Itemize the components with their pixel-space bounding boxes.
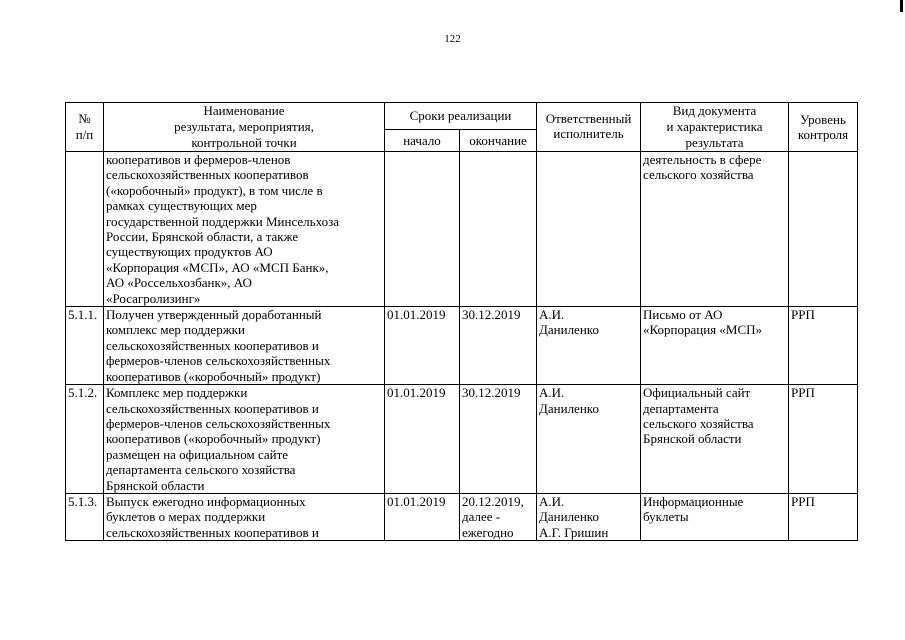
page-number: 122: [444, 33, 461, 45]
row-number: 5.1.1.: [66, 307, 104, 385]
header-level-line1: Уровень: [800, 111, 846, 127]
header-number-line2: п/п: [75, 127, 94, 142]
row-name-line: сельскохозяйственных кооперативов и: [106, 400, 319, 416]
row-responsible-line: А.И.: [539, 385, 565, 401]
header-level: [789, 103, 858, 152]
row-name-line: буклетов о мерах поддержки: [106, 509, 266, 525]
row-end: [460, 307, 537, 385]
header-end: окончание: [460, 129, 537, 151]
row-number: 5.1.2.: [66, 385, 104, 494]
row-end-line: ежегодно: [462, 524, 514, 540]
header-name-line3: контрольной точки: [191, 135, 297, 150]
row-document-line: Брянской области: [643, 431, 742, 447]
scan-edge-mark: [900, 0, 903, 12]
row-name-line: Брянской области: [106, 477, 205, 493]
row-responsible-line: А.И.: [539, 493, 565, 509]
header-name-line2: результата, мероприятия,: [174, 119, 314, 134]
table-row: [66, 307, 858, 385]
row-name-line: рамках существующих мер: [106, 198, 257, 214]
row-name-line: АО «Россельхозбанк», АО: [106, 275, 252, 291]
row-name-line: сельскохозяйственных кооперативов и: [106, 524, 319, 540]
header-document-line2: и характеристика: [666, 119, 763, 134]
header-level-line2: контроля: [797, 127, 849, 142]
row-name-line: («коробочный» продукт), в том числе в: [106, 182, 323, 198]
row-number: 5.1.3.: [66, 493, 104, 540]
row-name-line: департамента сельского хозяйства: [106, 462, 296, 478]
row-level: [789, 152, 858, 307]
header-responsible-line2: исполнитель: [553, 126, 624, 142]
row-responsible: [537, 385, 641, 494]
row-name: [104, 493, 385, 540]
row-end: [460, 493, 537, 540]
row-name-line: сельскохозяйственных кооперативов и: [106, 337, 319, 353]
row-end: [460, 152, 537, 307]
row-responsible: [537, 493, 641, 540]
row-responsible-line: Даниленко: [539, 322, 599, 338]
row-name-line: кооперативов и фермеров-членов: [106, 152, 291, 167]
row-name-line: кооперативов («коробочный» продукт): [106, 368, 321, 384]
row-name-line: существующих продуктов АО: [106, 244, 273, 260]
header-document-line1: Вид документа: [672, 103, 757, 118]
row-name-line: кооперативов («коробочный» продукт): [106, 431, 321, 447]
plan-table: [65, 102, 858, 541]
header-start: начало: [385, 129, 460, 151]
header-name-line1: Наименование: [203, 103, 285, 118]
row-document: [641, 385, 789, 494]
row-document-line: «Корпорация «МСП»: [643, 322, 763, 338]
row-name-line: государственной поддержки Минсельхоза: [106, 213, 339, 229]
row-name-line: России, Брянской области, а также: [106, 229, 299, 245]
table-row: [66, 493, 858, 540]
row-document: [641, 493, 789, 540]
row-name-line: комплекс мер поддержки: [106, 322, 245, 338]
row-document: [641, 152, 789, 307]
row-document-line: буклеты: [643, 509, 689, 525]
row-document-line: сельского хозяйства: [643, 415, 754, 431]
row-name-line: «Росагролизинг»: [106, 290, 201, 306]
row-name: [104, 385, 385, 494]
row-level: РРП: [789, 493, 858, 540]
row-name: [104, 152, 385, 307]
row-level: РРП: [789, 307, 858, 385]
row-start: 01.01.2019: [385, 385, 460, 494]
row-name-line: «Корпорация «МСП», АО «МСП Банк»,: [106, 259, 329, 275]
row-responsible-line: А.И.: [539, 307, 565, 323]
row-document-line: Официальный сайт: [643, 385, 751, 401]
row-end: [460, 385, 537, 494]
header-number: [66, 103, 104, 152]
row-end-line: 20.12.2019,: [462, 493, 524, 509]
header-terms: Сроки реализации: [385, 103, 537, 130]
row-document: [641, 307, 789, 385]
row-name-line: Получен утвержденный доработанный: [106, 307, 322, 323]
row-responsible: [537, 152, 641, 307]
table-row: [66, 152, 858, 307]
header-name: [104, 103, 385, 152]
row-document-line: сельского хозяйства: [643, 167, 754, 183]
row-end-line: далее -: [462, 509, 501, 525]
row-name-line: размещен на официальном сайте: [106, 446, 289, 462]
row-end-line: 30.12.2019: [462, 385, 521, 401]
row-level: РРП: [789, 385, 858, 494]
row-start: [385, 152, 460, 307]
header-responsible-line1: Ответственный: [545, 111, 632, 126]
row-number: [66, 152, 104, 307]
row-name-line: фермеров-членов сельскохозяйственных: [106, 415, 331, 431]
header-document: [641, 103, 789, 152]
row-document-line: деятельность в сфере: [643, 152, 762, 167]
row-document-line: Письмо от АО: [643, 307, 723, 323]
row-name-line: Выпуск ежегодно информационных: [106, 493, 306, 509]
row-start: 01.01.2019: [385, 493, 460, 540]
row-name-line: сельскохозяйственных кооперативов: [106, 167, 309, 183]
row-document-line: Информационные: [643, 493, 744, 509]
row-responsible-line: Даниленко: [539, 400, 599, 416]
row-responsible-line: Даниленко: [539, 509, 599, 525]
table-row: [66, 385, 858, 494]
header-number-line1: №: [78, 111, 91, 126]
header-responsible: [537, 103, 641, 152]
row-end-line: 30.12.2019: [462, 307, 521, 323]
row-name-line: фермеров-членов сельскохозяйственных: [106, 353, 331, 369]
row-name: [104, 307, 385, 385]
row-responsible-line: А.Г. Гришин: [539, 524, 609, 540]
row-document-line: департамента: [643, 400, 719, 416]
row-responsible: [537, 307, 641, 385]
header-document-line3: результата: [685, 135, 744, 150]
row-name-line: Комплекс мер поддержки: [106, 385, 248, 401]
row-start: 01.01.2019: [385, 307, 460, 385]
